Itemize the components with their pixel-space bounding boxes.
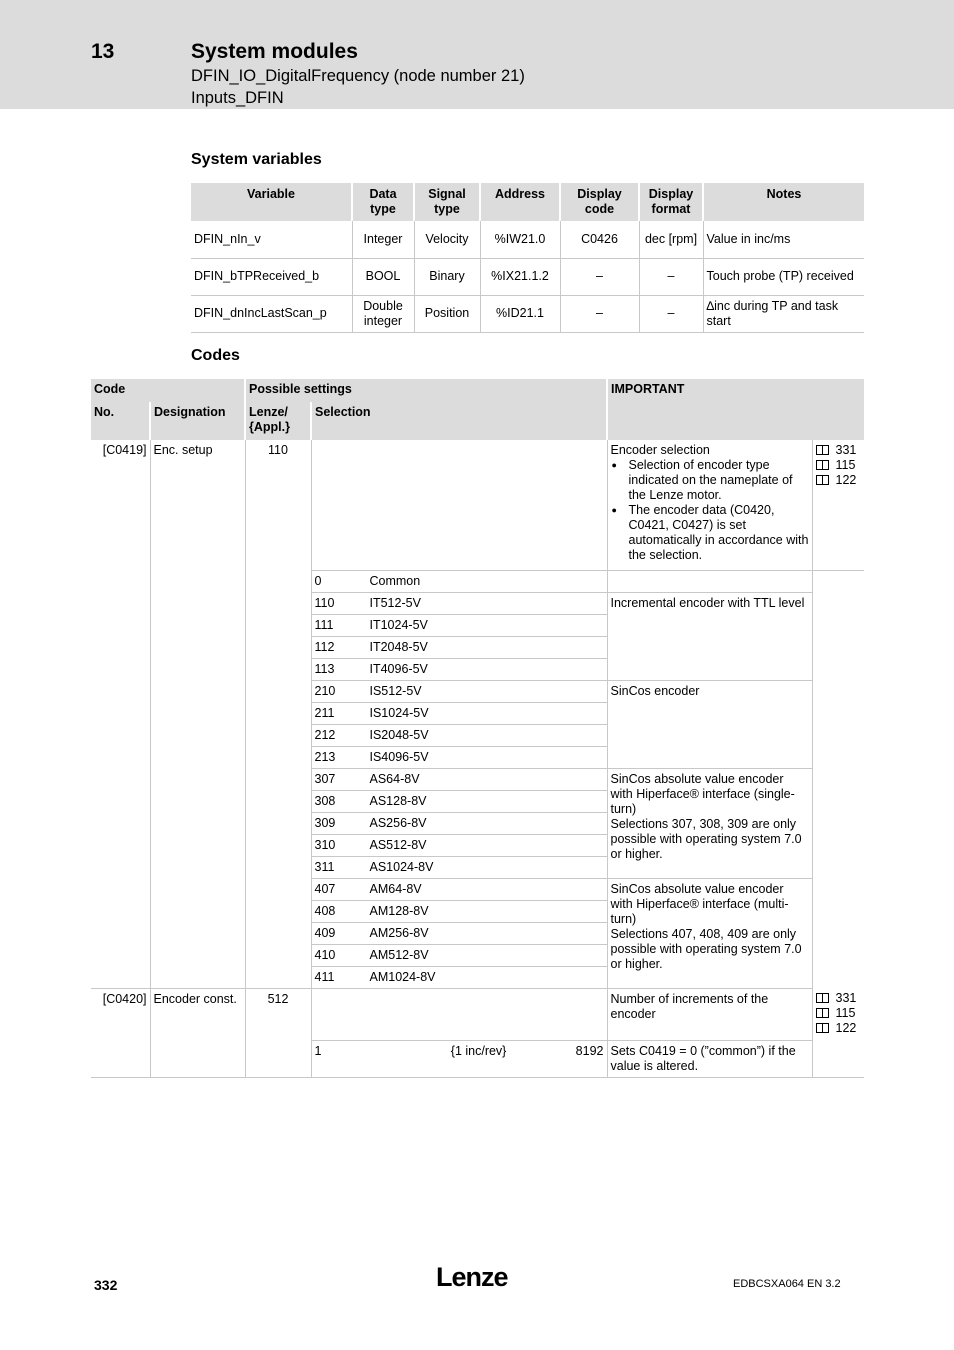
code-lenze-default: 110 — [245, 440, 311, 988]
important-cell: Number of increments of the encoder — [607, 988, 812, 1040]
page-reference: 331 — [816, 991, 862, 1006]
cell: Integer — [352, 221, 414, 258]
code-lenze-default: 512 — [245, 988, 311, 1077]
cell: DFIN_dnIncLastScan_p — [191, 295, 352, 332]
selection-option: 212 IS2048-5V — [311, 724, 607, 746]
selection-option: 308 AS128-8V — [311, 790, 607, 812]
range-min: 1 — [314, 1043, 322, 1058]
selection-option: 307 AS64-8V — [311, 768, 607, 790]
selection-option: 210 IS512-5V — [311, 680, 607, 702]
book-icon — [816, 1008, 830, 1018]
chapter-title: System modules — [191, 40, 358, 63]
page-number: 332 — [94, 1277, 118, 1293]
section-title-system-variables: System variables — [191, 151, 322, 168]
column-header: Signal type — [414, 183, 480, 221]
page-reference: 115 — [816, 1006, 862, 1021]
section-title-codes: Codes — [191, 347, 240, 364]
cell: – — [639, 295, 703, 332]
book-icon — [816, 445, 830, 455]
bullet-item: ● Selection of encoder type indicated on the nameplate of the Lenze motor. — [611, 458, 809, 503]
selection-option: 407 AM64-8V — [311, 878, 607, 900]
book-icon — [816, 460, 830, 470]
selection-option: 411 AM1024-8V — [311, 966, 607, 988]
group-note-line: Selections 307, 308, 309 are only possible with operating system 7.0 or higher. — [610, 816, 802, 861]
selection-option: 309 AS256-8V — [311, 812, 607, 834]
group-note: SinCos encoder — [607, 680, 812, 768]
group-note — [607, 878, 812, 988]
important-cell — [607, 440, 812, 570]
column-header: Data type — [352, 183, 414, 221]
cell: Double integer — [352, 295, 414, 332]
cell: – — [639, 258, 703, 295]
page-reference: 331 — [816, 443, 862, 458]
header-important: IMPORTANT — [607, 379, 864, 440]
selection-cell — [311, 440, 607, 570]
selection-option: 211 IS1024-5V — [311, 702, 607, 724]
group-note — [607, 768, 812, 878]
selection-option: 410 AM512-8V — [311, 944, 607, 966]
selection-range — [311, 1040, 607, 1077]
range-unit: {1 inc/rev} — [450, 1043, 507, 1058]
table-row — [91, 988, 864, 1040]
selection-cell — [311, 988, 607, 1040]
cell: dec [rpm] — [639, 221, 703, 258]
page-references — [812, 988, 864, 1077]
cell: Value in inc/ms — [703, 221, 864, 258]
column-header: Address — [480, 183, 560, 221]
document-id: EDBCSXA064 EN 3.2 — [733, 1278, 841, 1290]
column-header: Display format — [639, 183, 703, 221]
chapter-number: 13 — [91, 40, 115, 63]
code-designation: Enc. setup — [150, 440, 245, 988]
subtitle-module: DFIN_IO_DigitalFrequency (node number 21) — [191, 67, 525, 85]
header-lenze: Lenze/ {Appl.} — [245, 402, 311, 440]
header-selection: Selection — [311, 402, 607, 440]
code-designation: Encoder const. — [150, 988, 245, 1077]
header-band — [0, 0, 954, 109]
page-reference: 115 — [816, 458, 862, 473]
code-number: [C0420] — [91, 988, 150, 1077]
cell: DFIN_bTPReceived_b — [191, 258, 352, 295]
code-number: [C0419] — [91, 440, 150, 988]
cell: %ID21.1 — [480, 295, 560, 332]
selection-option: 113 IT4096-5V — [311, 658, 607, 680]
table-row — [191, 258, 864, 295]
page-reference: 122 — [816, 1021, 862, 1036]
lenze-logo: Lenze — [436, 1262, 508, 1292]
selection-option: 213 IS4096-5V — [311, 746, 607, 768]
group-note-line: SinCos absolute value encoder with Hiperface® interface (multi-turn) — [610, 881, 789, 926]
book-icon — [816, 1023, 830, 1033]
page-reference: 122 — [816, 473, 862, 488]
book-icon — [816, 993, 830, 1003]
system-variables-table — [191, 183, 864, 333]
selection-option: 0 Common — [311, 570, 607, 592]
important-cell: Sets C0419 = 0 (”common”) if the value is altered. — [607, 1040, 812, 1077]
cell: Binary — [414, 258, 480, 295]
column-header: Notes — [703, 183, 864, 221]
selection-option: 408 AM128-8V — [311, 900, 607, 922]
cell: Position — [414, 295, 480, 332]
important-intro: Encoder selection — [610, 443, 710, 457]
range-max: 8192 — [575, 1043, 604, 1058]
group-note-line: SinCos absolute value encoder with Hiperface® interface (single-turn) — [610, 771, 795, 816]
bullet-item: ● The encoder data (C0420, C0421, C0427) is set automatically in accordance with the selection. — [611, 503, 809, 563]
cell: BOOL — [352, 258, 414, 295]
spacer-cell — [812, 570, 864, 988]
column-header: Variable — [191, 183, 352, 221]
column-header: Display code — [560, 183, 639, 221]
cell: %IX21.1.2 — [480, 258, 560, 295]
selection-option: 110 IT512-5V — [311, 592, 607, 614]
group-note: Incremental encoder with TTL level — [607, 592, 812, 680]
cell: ∆inc during TP and task start — [703, 295, 864, 332]
selection-option: 111 IT1024-5V — [311, 614, 607, 636]
table-row — [91, 440, 864, 570]
selection-option: 311 AS1024-8V — [311, 856, 607, 878]
header-code: Code — [91, 379, 245, 402]
header-designation: Designation — [150, 402, 245, 440]
header-no: No. — [91, 402, 150, 440]
cell: C0426 — [560, 221, 639, 258]
selection-option: 112 IT2048-5V — [311, 636, 607, 658]
group-note-line: Selections 407, 408, 409 are only possible with operating system 7.0 or higher. — [610, 926, 802, 971]
selection-option: 409 AM256-8V — [311, 922, 607, 944]
cell: DFIN_nIn_v — [191, 221, 352, 258]
cell: Touch probe (TP) received — [703, 258, 864, 295]
cell: Velocity — [414, 221, 480, 258]
cell: %IW21.0 — [480, 221, 560, 258]
page-references — [812, 440, 864, 570]
codes-table — [91, 379, 864, 1078]
header-possible-settings: Possible settings — [245, 379, 607, 402]
table-row — [191, 221, 864, 258]
cell: – — [560, 295, 639, 332]
cell: – — [560, 258, 639, 295]
selection-option: 310 AS512-8V — [311, 834, 607, 856]
subtitle-inputs: Inputs_DFIN — [191, 89, 284, 107]
table-row — [191, 295, 864, 332]
important-cell — [607, 570, 812, 592]
book-icon — [816, 475, 830, 485]
